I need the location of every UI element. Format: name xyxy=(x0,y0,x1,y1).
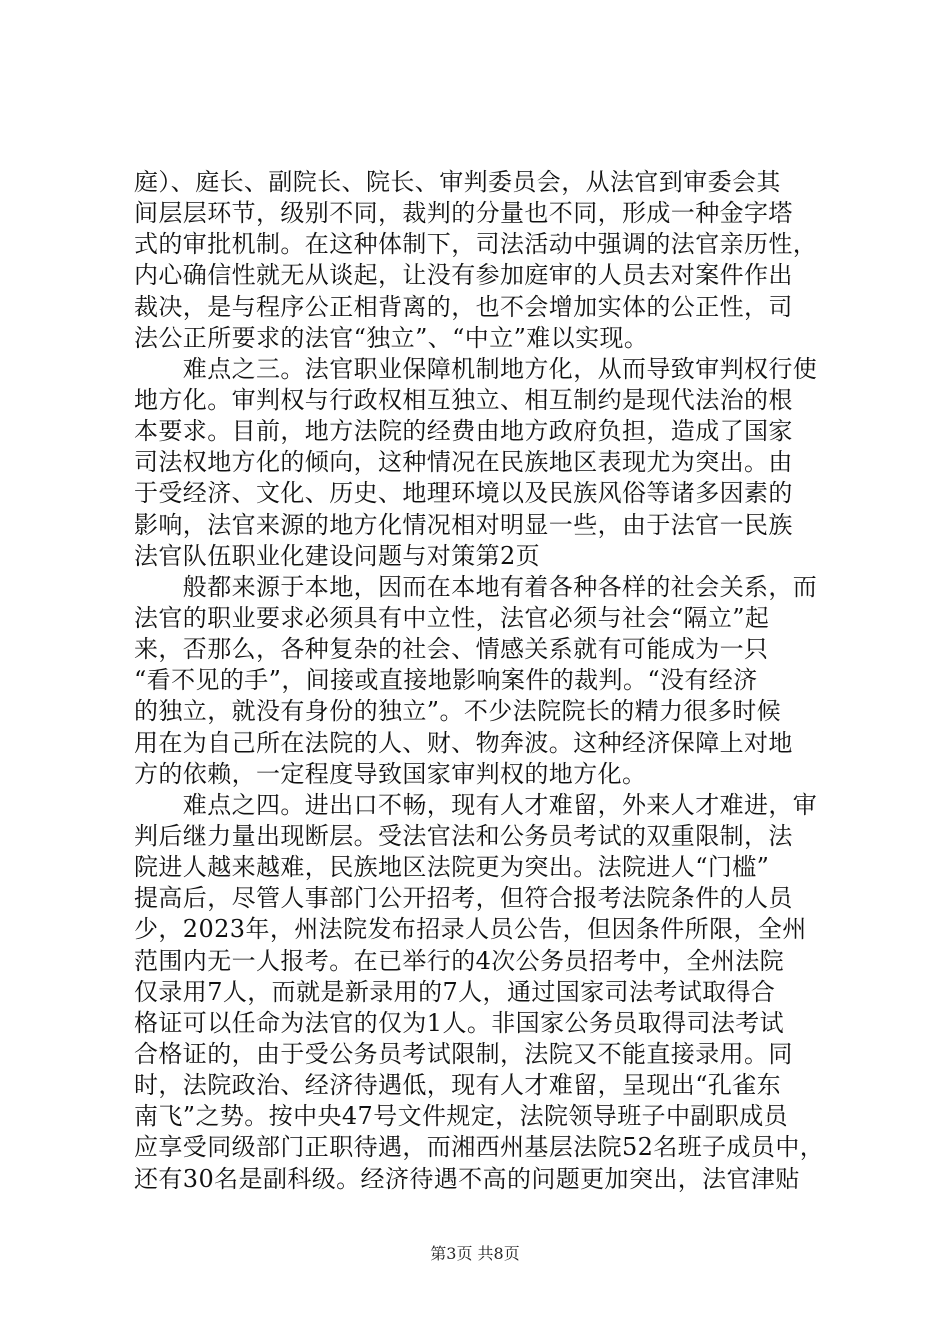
document-body xyxy=(134,167,834,1195)
text-line: 用在为自己所在法院的人、财、物奔波。这种经济保障上对地 xyxy=(134,728,793,757)
text-line: 法官的职业要求必须具有中立性，法官必须与社会“隔立”起 xyxy=(134,603,770,632)
text-line: 法官队伍职业化建设问题与对策第2页 xyxy=(134,541,541,570)
text-line: 地方化。审判权与行政权相互独立、相互制约是现代法治的根 xyxy=(134,385,793,414)
text-line: 难点之三。法官职业保障机制地方化，从而导致审判权行使 xyxy=(134,354,818,383)
text-line: 范围内无一人报考。在已举行的4次公务员招考中，全州法院 xyxy=(134,946,785,975)
text-line: 内心确信性就无从谈起，让没有参加庭审的人员去对案件作出 xyxy=(134,261,793,290)
text-line: 合格证的，由于受公务员考试限制，法院又不能直接录用。同 xyxy=(134,1039,793,1068)
text-line: 还有30名是副科级。经济待遇不高的问题更加突出，法官津贴 xyxy=(134,1164,800,1193)
text-line: 时，法院政治、经济待遇低，现有人才难留，呈现出“孔雀东 xyxy=(134,1071,782,1100)
text-line: 格证可以任命为法官的仅为1人。非国家公务员取得司法考试 xyxy=(134,1008,785,1037)
text-line: 般都来源于本地，因而在本地有着各种各样的社会关系，而 xyxy=(134,572,818,601)
page-footer: 第3页 共8页 xyxy=(430,1244,520,1263)
text-line: 于受经济、文化、历史、地理环境以及民族风俗等诸多因素的 xyxy=(134,479,793,508)
text-line: 本要求。目前，地方法院的经费由地方政府负担，造成了国家 xyxy=(134,417,793,446)
text-line: 来，否那么，各种复杂的社会、情感关系就有可能成为一只 xyxy=(134,635,769,664)
text-line: 的独立，就没有身份的独立”。不少法院院长的精力很多时候 xyxy=(134,697,782,726)
text-line: 法公正所要求的法官“独立”、“中立”难以实现。 xyxy=(134,323,649,352)
text-line: “看不见的手”，间接或直接地影响案件的裁判。“没有经济 xyxy=(134,666,758,695)
text-line: 难点之四。进出口不畅，现有人才难留，外来人才难进，审 xyxy=(134,790,818,819)
text-line: 庭）、庭长、副院长、院长、审判委员会，从法官到审委会其 xyxy=(134,168,781,196)
text-line: 南飞”之势。按中央47号文件规定，法院领导班子中副职成员 xyxy=(134,1102,789,1131)
text-line: 方的依赖，一定程度导致国家审判权的地方化。 xyxy=(134,759,647,788)
text-line: 应享受同级部门正职待遇，而湘西州基层法院52名班子成员中， xyxy=(134,1133,825,1162)
text-line: 式的审批机制。在这种体制下，司法活动中强调的法官亲历性， xyxy=(134,230,818,259)
text-line: 判后继力量出现断层。受法官法和公务员考试的双重限制，法 xyxy=(134,821,793,850)
text-line: 裁决，是与程序公正相背离的，也不会增加实体的公正性，司 xyxy=(134,292,793,321)
text-line: 司法权地方化的倾向，这种情况在民族地区表现尤为突出。由 xyxy=(134,448,793,477)
text-line: 间层层环节，级别不同，裁判的分量也不同，形成一种金字塔 xyxy=(134,199,793,228)
text-line: 仅录用7人，而就是新录用的7人，通过国家司法考试取得合 xyxy=(134,977,776,1006)
text-line: 影响，法官来源的地方化情况相对明显一些，由于法官一民族 xyxy=(134,510,793,539)
text-line: 少，2023年，州法院发布招录人员公告，但因条件所限，全州 xyxy=(134,915,807,944)
text-line: 提高后，尽管人事部门公开招考，但符合报考法院条件的人员 xyxy=(134,884,793,913)
text-line: 院进人越来越难，民族地区法院更为突出。法院进人“门槛” xyxy=(134,853,770,882)
